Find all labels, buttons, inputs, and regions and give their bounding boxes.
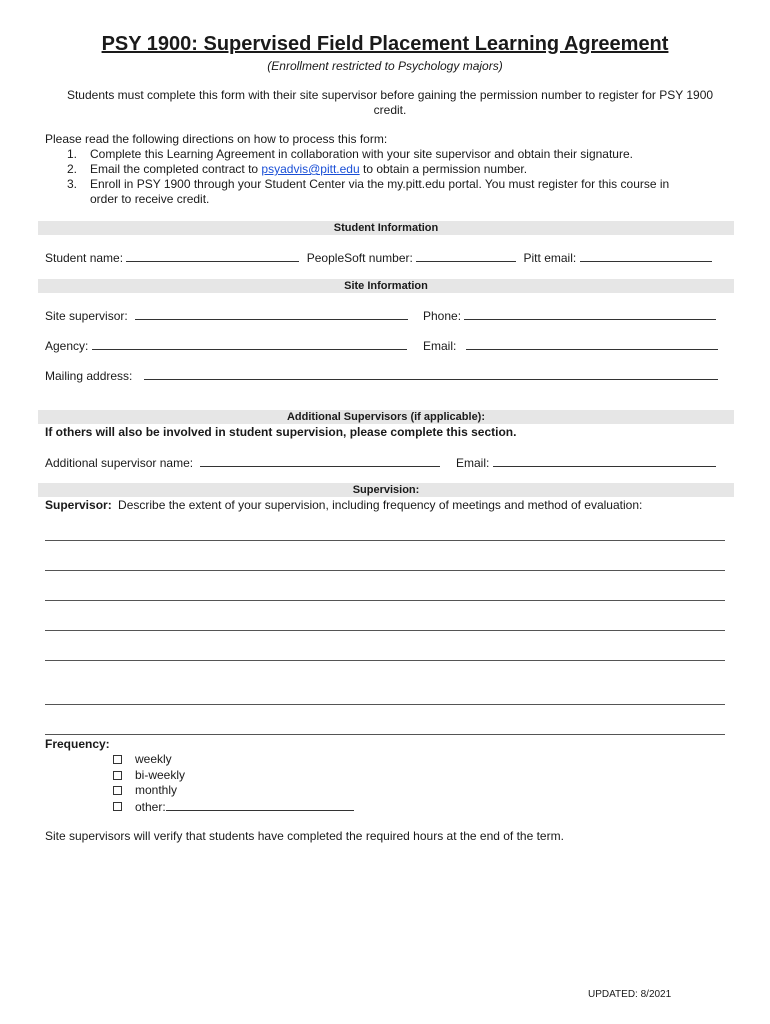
supervision-answer-line[interactable] [45, 540, 725, 541]
page-title: PSY 1900: Supervised Field Placement Learning Agreement [101, 33, 669, 55]
supervision-answer-line[interactable] [45, 630, 725, 631]
supervision-prompt-text: Describe the extent of your supervision, including frequency of meetings and method of evaluation: [118, 498, 643, 512]
agency-row [45, 338, 407, 353]
directions-lead: Please read the following directions on how to process this form: [45, 132, 388, 146]
student-name-field[interactable] [126, 250, 299, 262]
additional-email-row [456, 455, 716, 470]
student-info-row [45, 250, 712, 265]
mailing-address-row [45, 368, 718, 383]
mailing-address-label: Mailing address: [45, 369, 133, 383]
additional-email-label: Email: [456, 456, 490, 470]
site-email-label: Email: [423, 339, 457, 353]
step-text-line-2: order to receive credit. [90, 192, 210, 206]
phone-row [423, 308, 716, 323]
intro-paragraph [45, 88, 735, 118]
site-supervisor-row [45, 308, 408, 323]
site-email-row [423, 338, 718, 353]
other-frequency-field[interactable] [166, 799, 354, 811]
frequency-option-label: bi-weekly [135, 768, 186, 782]
supervisor-label: Supervisor: [45, 498, 112, 512]
supervision-answer-line[interactable] [45, 660, 725, 661]
section-header-supervision: Supervision: [38, 483, 734, 497]
supervision-answer-line[interactable] [45, 704, 725, 705]
additional-email-field[interactable] [493, 455, 716, 467]
step-text-line-1: Enroll in PSY 1900 through your Student Center via the my.pitt.edu portal. You must register for this course in [90, 177, 670, 191]
email-link[interactable]: psyadvis@pitt.edu [261, 162, 360, 176]
additional-supervisor-label: Additional supervisor name: [45, 456, 194, 470]
page-subtitle: (Enrollment restricted to Psychology majors) [267, 59, 503, 73]
site-supervisor-field[interactable] [135, 308, 408, 320]
frequency-label: Frequency: [45, 737, 110, 751]
additional-supervisors-note: If others will also be involved in student supervision, please complete this section. [45, 425, 517, 439]
step-number: 3. [67, 177, 78, 191]
agency-field[interactable] [92, 338, 407, 350]
additional-supervisor-field[interactable] [200, 455, 440, 467]
frequency-option-label [135, 799, 354, 814]
site-email-field[interactable] [466, 338, 718, 350]
additional-supervisor-row [45, 455, 440, 470]
intro-line-1: Students must complete this form with their site supervisor before gaining the permission number to register for PSY 1900 [66, 88, 714, 102]
frequency-option-label: weekly [135, 752, 172, 766]
section-header-site-info: Site Information [38, 279, 734, 293]
student-name-label: Student name: [45, 251, 124, 265]
section-header-student-info: Student Information [38, 221, 734, 235]
supervision-answer-line[interactable] [45, 600, 725, 601]
peoplesoft-label: PeopleSoft number: [306, 251, 413, 265]
agency-label: Agency: [45, 339, 89, 353]
supervision-prompt [45, 498, 642, 512]
step-text: Complete this Learning Agreement in collaboration with your site supervisor and obtain their signature. [90, 147, 633, 161]
pitt-email-field[interactable] [580, 250, 712, 262]
checkbox-icon[interactable] [113, 755, 122, 764]
supervision-answer-line[interactable] [45, 734, 725, 735]
step-text [90, 177, 710, 207]
phone-field[interactable] [464, 308, 716, 320]
step-text-after: to obtain a permission number. [359, 162, 528, 176]
closing-note: Site supervisors will verify that students have completed the required hours at the end of the term. [45, 829, 564, 843]
mailing-address-field[interactable] [144, 368, 718, 380]
peoplesoft-field[interactable] [416, 250, 516, 262]
checkbox-icon[interactable] [113, 802, 122, 811]
frequency-option-label: monthly [135, 783, 178, 797]
phone-label: Phone: [423, 309, 462, 323]
step-text [90, 162, 710, 177]
site-supervisor-label: Site supervisor: [45, 309, 128, 323]
updated-date: UPDATED: 8/2021 [588, 989, 672, 1000]
other-label: other: [135, 800, 166, 814]
checkbox-icon[interactable] [113, 771, 122, 780]
supervision-answer-line[interactable] [45, 570, 725, 571]
section-header-additional-supervisors: Additional Supervisors (if applicable): [38, 410, 734, 424]
pitt-email-label: Pitt email: [523, 251, 577, 265]
checkbox-icon[interactable] [113, 786, 122, 795]
step-text-before: Email the completed contract to [90, 162, 262, 176]
intro-line-2: credit. [373, 103, 407, 117]
step-number: 2. [67, 162, 78, 176]
step-number: 1. [67, 147, 78, 161]
